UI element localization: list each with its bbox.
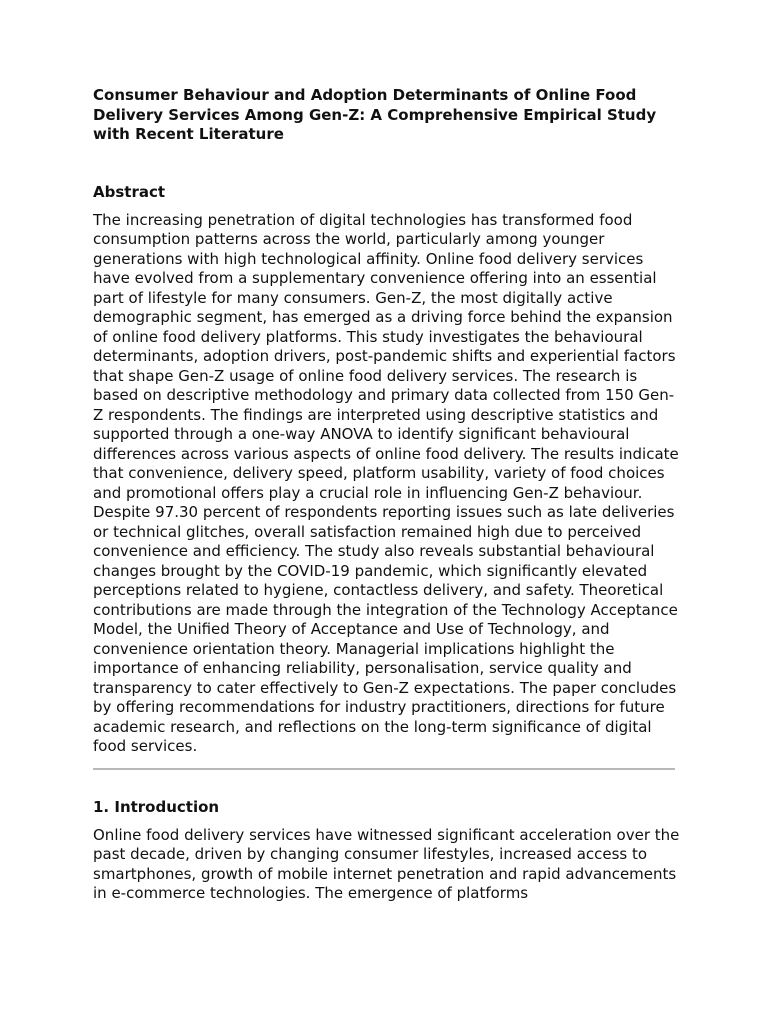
section-divider [93,768,675,770]
paper-title: Consumer Behaviour and Adoption Determinants of Online Food Delivery Services Among Gen-Z: A Comprehensive Empirical Study with Recent Literature [93,86,657,143]
introduction-text: Online food delivery services have witnessed significant acceleration over the past decade, driven by changing consumer lifestyles, increased access to smartphones, growth of mobile internet penetration and rapid advancements in e-commerce technologies. The emergence of platforms [93,825,680,902]
abstract-heading: Abstract [93,182,166,201]
document-page [93,86,683,904]
abstract-text: The increasing penetration of digital technologies has transformed food consumption patterns across the world, particularly among younger generations with high technological affinity. Online food delivery services have evolved from a supplementary convenience offering into an essential part of lifestyle for many consumers. Gen-Z, the most digitally active demographic segment, has emerged as a driving force behind the expansion of online food delivery platforms. This study investigates the behavioural determinants, adoption drivers, post-pandemic shifts and experiential factors that shape Gen-Z usage of online food delivery services. The research is based on descriptive methodology and primary data collected from 150 Gen-Z respondents. The findings are interpreted using descriptive statistics and supported through a one-way ANOVA to identify significant behavioural differences across various aspects of online food delivery. The results indicate that convenience, delivery speed, platform usability, variety of food choices and promotional offers play a crucial role in influencing Gen-Z behaviour. Despite 97.30 percent of respondents reporting issues such as late deliveries or technical glitches, overall satisfaction remained high due to perceived convenience and efficiency. The study also reveals substantial behavioural changes brought by the COVID-19 pandemic, which significantly elevated perceptions related to hygiene, contactless delivery, and safety. Theoretical contributions are made through the integration of the Technology Acceptance Model, the Unified Theory of Acceptance and Use of Technology, and convenience orientation theory. Managerial implications highlight the importance of enhancing reliability, personalisation, service quality and transparency to cater effectively to Gen-Z expectations. The paper concludes by offering recommendations for industry practitioners, directions for future academic research, and reflections on the long-term significance of digital food services. [93,210,679,755]
introduction-heading: 1. Introduction [93,797,220,816]
